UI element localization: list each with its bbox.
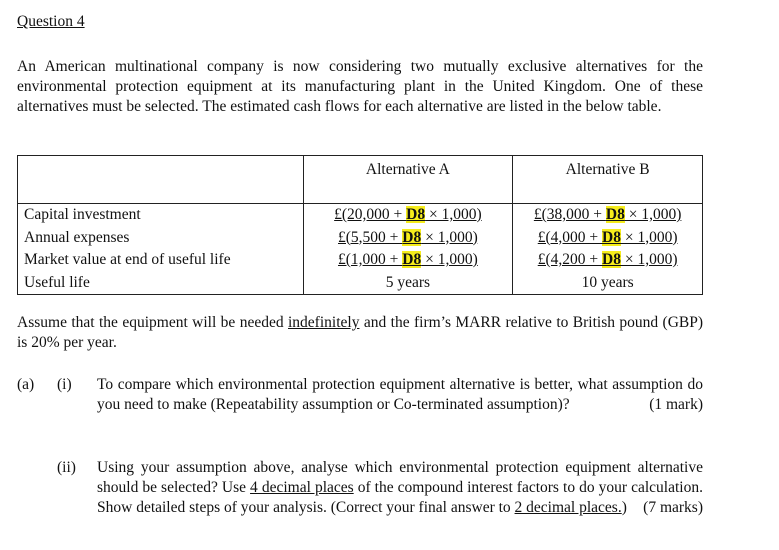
highlight-d8: D8 xyxy=(602,251,621,268)
decimal-places-2-underlined: 2 decimal places. xyxy=(514,499,622,516)
b-annual-expenses: £(4,000 + D8 × 1,000) xyxy=(537,228,678,246)
header-alternative-b: Alternative B xyxy=(513,156,703,204)
b-capital-investment: £(38,000 + D8 × 1,000) xyxy=(533,206,682,223)
subquestion-ii-number: (ii) xyxy=(57,459,76,476)
a-annual-expenses: £(5,500 + D8 × 1,000) xyxy=(338,228,478,246)
table-header-row xyxy=(18,156,703,204)
subquestion-i-number: (i) xyxy=(57,376,72,393)
subquestion-i xyxy=(97,375,703,415)
highlight-d8: D8 xyxy=(406,206,426,223)
alternative-a-values xyxy=(303,204,513,295)
highlight-d8: D8 xyxy=(402,251,422,268)
subquestion-ii xyxy=(97,458,703,518)
cash-flow-table xyxy=(17,155,703,295)
highlight-d8: D8 xyxy=(402,228,422,246)
b-market-value: £(4,200 + D8 × 1,000) xyxy=(537,251,678,268)
highlight-d8: D8 xyxy=(605,206,625,223)
indefinitely-underlined: indefinitely xyxy=(288,314,360,331)
subquestion-i-marks: (1 mark) xyxy=(649,396,703,413)
label-market-value: Market value at end of useful life xyxy=(24,251,231,268)
decimal-places-4-underlined: 4 decimal places xyxy=(250,479,354,496)
header-blank-cell xyxy=(18,156,304,204)
label-useful-life: Useful life xyxy=(24,273,90,291)
subquestion-i-text: To compare which environmental protection equipment alternative is better, what assumption do you need to make (Repeatability assumption or Co-terminated assumption)? xyxy=(97,376,703,413)
header-alternative-a: Alternative A xyxy=(303,156,513,204)
row-labels-cell xyxy=(18,204,304,295)
label-capital-investment: Capital investment xyxy=(24,206,141,223)
label-annual-expenses: Annual expenses xyxy=(24,228,130,246)
part-a-label: (a) xyxy=(17,376,35,393)
b-useful-life: 10 years xyxy=(581,273,634,291)
subquestion-ii-text: Using your assumption above, analyse which environmental protection equipment alternative should be selected? Use 4 decimal places of the compound interest factors to do your calculation. Show detailed steps of your analysis. (Correct your final answer to 2 decimal places.) xyxy=(97,459,703,516)
highlight-d8: D8 xyxy=(602,228,621,246)
subquestion-ii-marks: (7 marks) xyxy=(643,499,703,516)
alternative-b-values xyxy=(513,204,703,295)
a-market-value: £(1,000 + D8 × 1,000) xyxy=(338,251,478,268)
a-capital-investment: £(20,000 + D8 × 1,000) xyxy=(334,206,482,223)
intro-paragraph: An American multinational company is now considering two mutually exclusive alternatives for the environmental protection equipment at its manufacturing plant in the United Kingdom. One of these alternatives must be selected. The estimated cash flows for each alternative are listed in the below table. xyxy=(17,58,703,115)
question-heading: Question 4 xyxy=(17,13,85,30)
table-body-row xyxy=(18,204,703,295)
assumption-paragraph: Assume that the equipment will be needed indefinitely and the firm’s MARR relative to British pound (GBP) is 20% per year. xyxy=(17,314,704,351)
a-useful-life: 5 years xyxy=(385,273,431,291)
